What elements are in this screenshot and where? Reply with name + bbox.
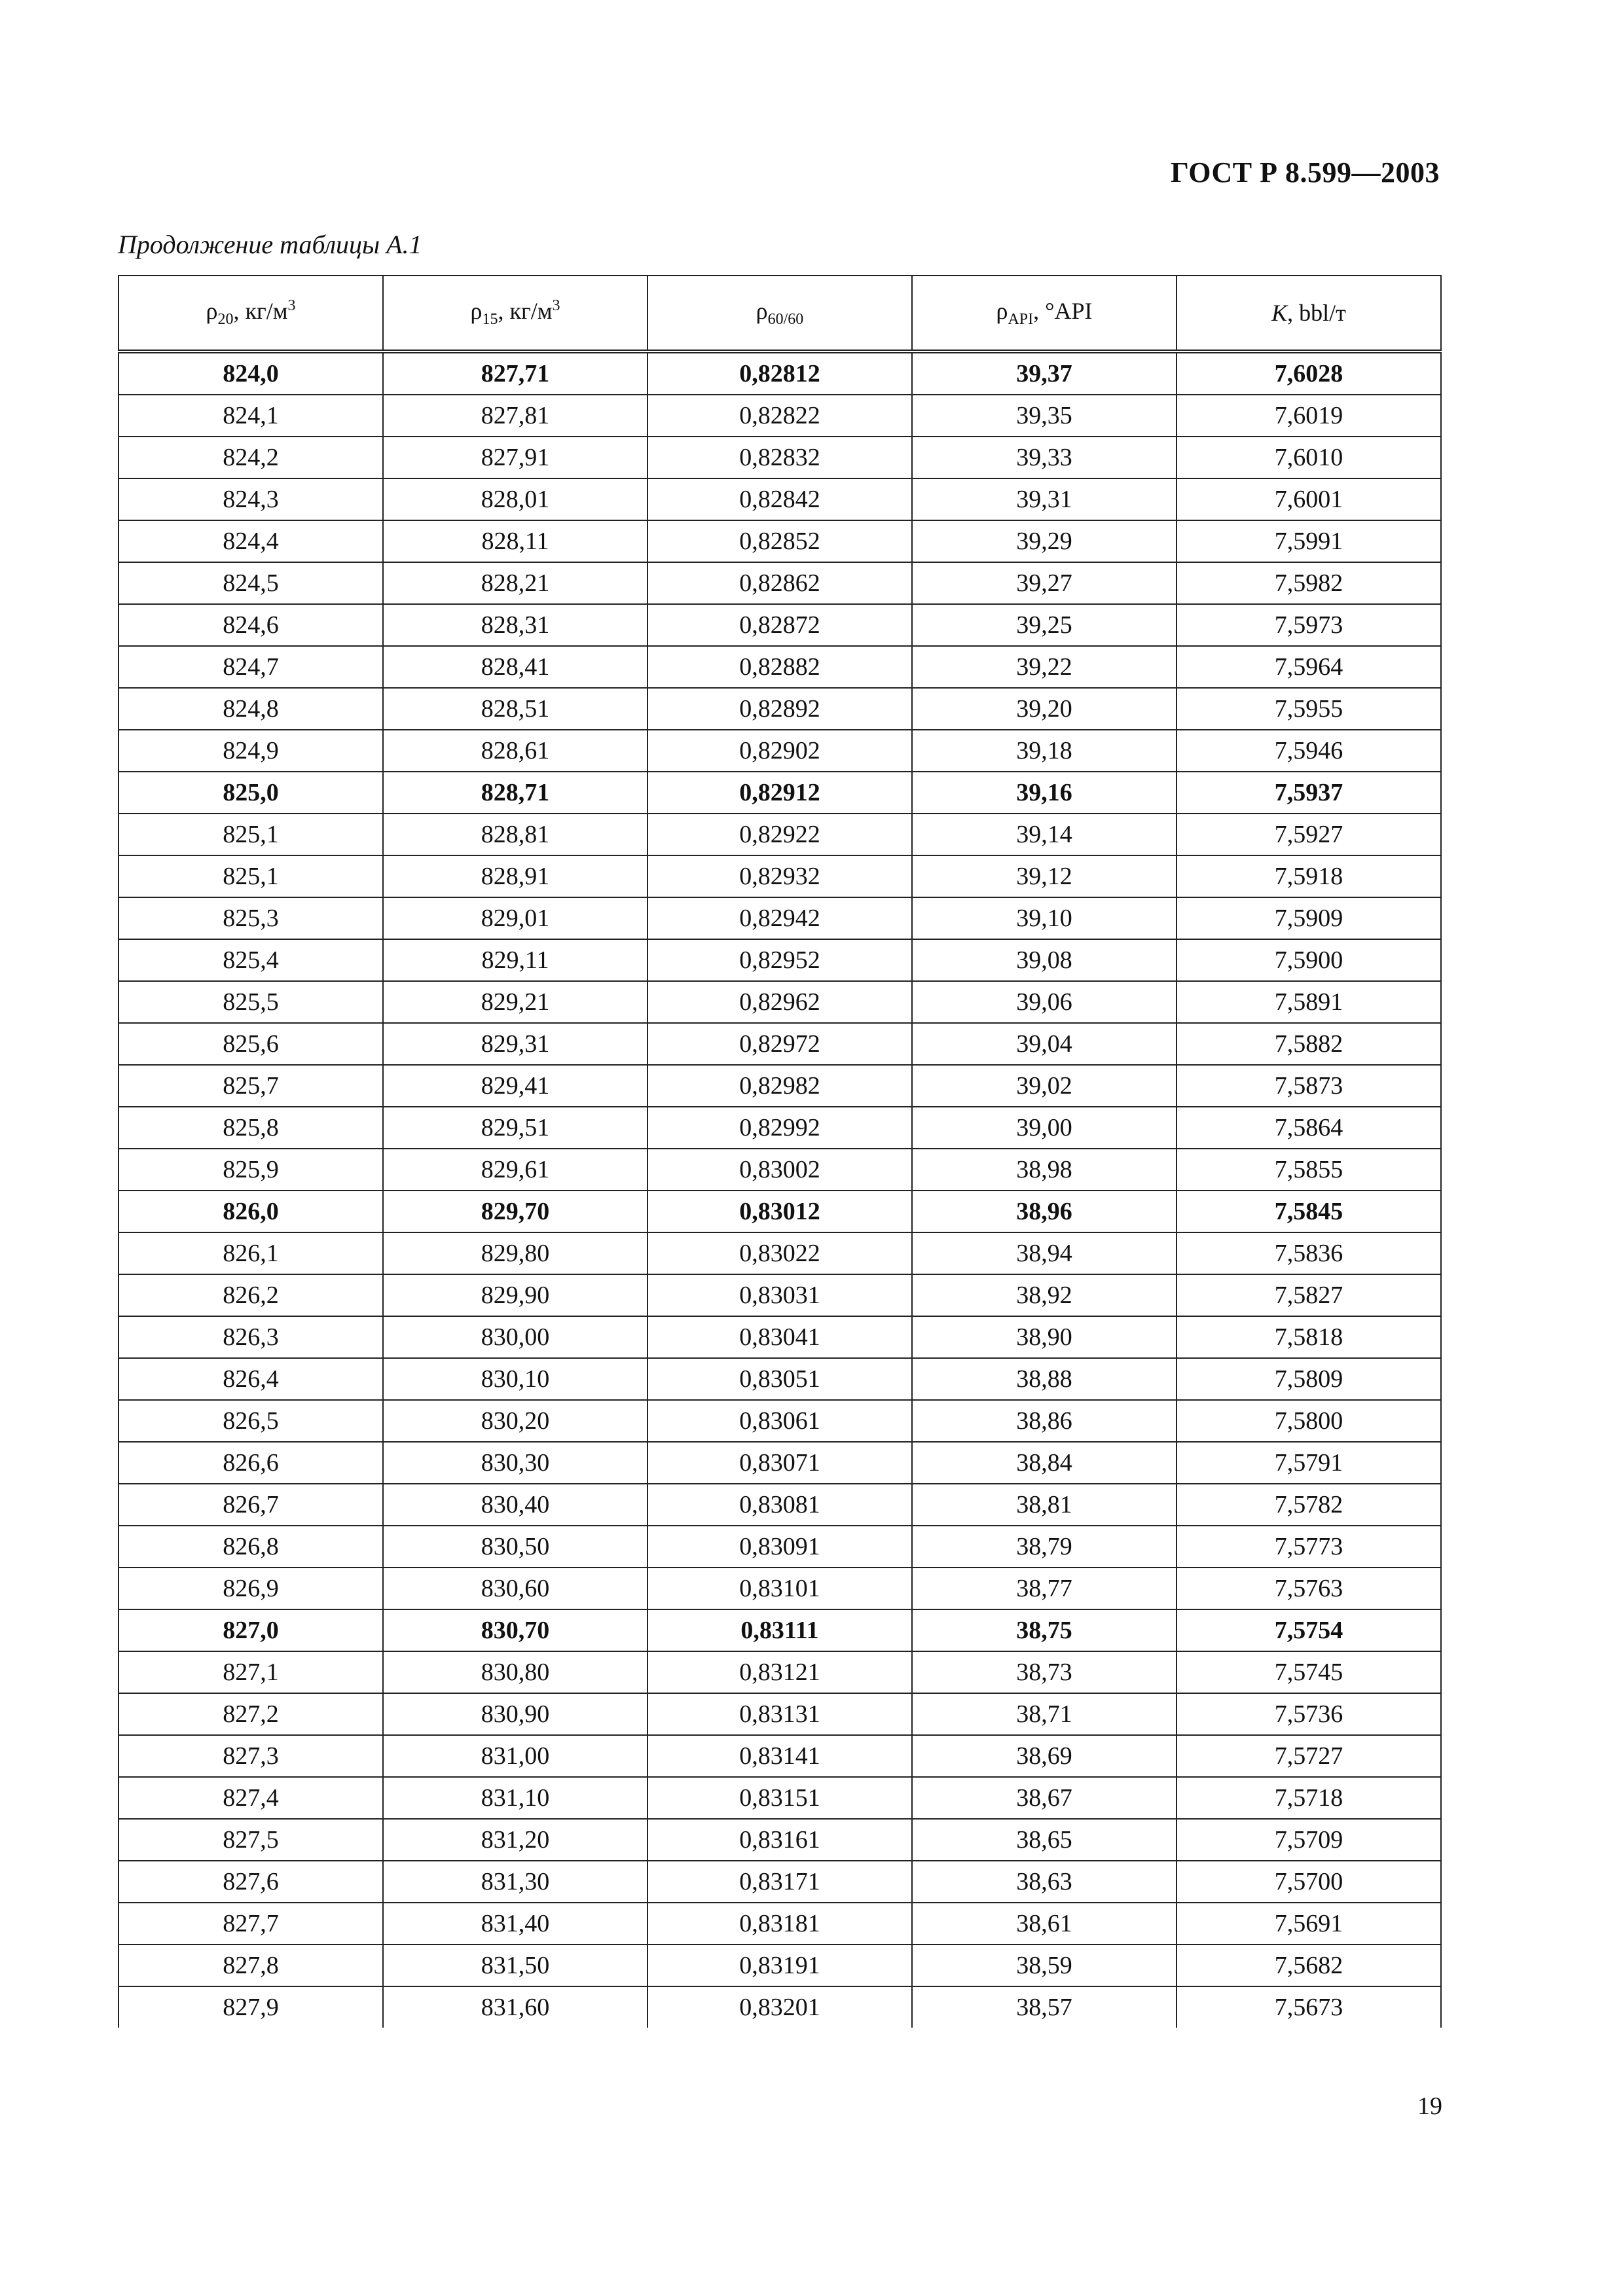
table-cell: 7,5845 xyxy=(1176,1191,1441,1232)
table-cell: 38,75 xyxy=(912,1609,1176,1651)
table-row xyxy=(119,772,1441,814)
table-caption: Продолжение таблицы А.1 xyxy=(118,230,422,259)
density-table-container xyxy=(118,275,1442,2028)
table-cell: 39,27 xyxy=(912,562,1176,604)
table-cell: 0,83091 xyxy=(647,1526,912,1568)
table-cell: 39,29 xyxy=(912,520,1176,562)
table-cell: 828,41 xyxy=(383,646,647,688)
table-cell: 827,81 xyxy=(383,395,647,437)
table-cell: 829,80 xyxy=(383,1232,647,1274)
table-cell: 827,5 xyxy=(119,1819,383,1861)
table-cell: 38,94 xyxy=(912,1232,1176,1274)
table-cell: 0,82892 xyxy=(647,688,912,730)
column-subscript: 15 xyxy=(482,311,498,329)
table-row xyxy=(119,646,1441,688)
table-cell: 825,3 xyxy=(119,897,383,939)
table-cell: 7,5745 xyxy=(1176,1651,1441,1693)
table-cell: 830,00 xyxy=(383,1316,647,1358)
table-cell: 0,83022 xyxy=(647,1232,912,1274)
table-cell: 0,83041 xyxy=(647,1316,912,1358)
table-cell: 0,82982 xyxy=(647,1065,912,1107)
table-cell: 0,83161 xyxy=(647,1819,912,1861)
document-code: ГОСТ Р 8.599—2003 xyxy=(1170,156,1440,188)
column-header-4 xyxy=(912,276,1176,351)
column-subscript: 60/60 xyxy=(767,311,804,329)
table-cell: 7,5818 xyxy=(1176,1316,1441,1358)
column-unit: , кг/м xyxy=(233,297,288,324)
table-cell: 39,02 xyxy=(912,1065,1176,1107)
table-row xyxy=(119,478,1441,520)
table-row xyxy=(119,1609,1441,1651)
table-cell: 825,4 xyxy=(119,939,383,981)
table-cell: 830,90 xyxy=(383,1693,647,1735)
column-superscript: 3 xyxy=(287,296,296,314)
table-cell: 0,82872 xyxy=(647,604,912,646)
density-table xyxy=(118,275,1442,2028)
table-cell: 828,01 xyxy=(383,478,647,520)
table-cell: 39,10 xyxy=(912,897,1176,939)
table-cell: 7,5918 xyxy=(1176,855,1441,897)
table-cell: 829,01 xyxy=(383,897,647,939)
table-cell: 7,5709 xyxy=(1176,1819,1441,1861)
table-row xyxy=(119,1191,1441,1232)
column-symbol: ρ xyxy=(996,297,1008,324)
table-cell: 0,82922 xyxy=(647,814,912,855)
table-cell: 828,91 xyxy=(383,855,647,897)
table-cell: 0,82962 xyxy=(647,981,912,1023)
table-cell: 0,82832 xyxy=(647,437,912,478)
table-cell: 828,81 xyxy=(383,814,647,855)
table-row xyxy=(119,1735,1441,1777)
table-cell: 828,51 xyxy=(383,688,647,730)
table-cell: 829,11 xyxy=(383,939,647,981)
table-cell: 827,3 xyxy=(119,1735,383,1777)
table-cell: 7,5891 xyxy=(1176,981,1441,1023)
table-cell: 0,83141 xyxy=(647,1735,912,1777)
table-cell: 38,88 xyxy=(912,1358,1176,1400)
table-cell: 826,5 xyxy=(119,1400,383,1442)
table-cell: 826,3 xyxy=(119,1316,383,1358)
table-cell: 38,92 xyxy=(912,1274,1176,1316)
table-cell: 7,5864 xyxy=(1176,1107,1441,1149)
table-cell: 830,80 xyxy=(383,1651,647,1693)
table-cell: 0,83201 xyxy=(647,1986,912,2028)
table-cell: 0,83002 xyxy=(647,1149,912,1191)
table-cell: 831,30 xyxy=(383,1861,647,1903)
column-header-5 xyxy=(1176,276,1441,351)
table-cell: 0,82842 xyxy=(647,478,912,520)
table-row xyxy=(119,1400,1441,1442)
table-cell: 829,31 xyxy=(383,1023,647,1065)
table-cell: 0,83111 xyxy=(647,1609,912,1651)
column-symbol: ρ xyxy=(206,297,218,324)
table-cell: 7,5700 xyxy=(1176,1861,1441,1903)
table-cell: 7,6019 xyxy=(1176,395,1441,437)
column-subscript: API xyxy=(1008,311,1034,329)
table-cell: 38,71 xyxy=(912,1693,1176,1735)
table-cell: 827,0 xyxy=(119,1609,383,1651)
table-cell: 0,82952 xyxy=(647,939,912,981)
table-cell: 0,83061 xyxy=(647,1400,912,1442)
table-cell: 38,59 xyxy=(912,1945,1176,1986)
table-cell: 7,5946 xyxy=(1176,730,1441,772)
table-cell: 38,61 xyxy=(912,1903,1176,1945)
table-cell: 7,6001 xyxy=(1176,478,1441,520)
column-subscript: 20 xyxy=(217,311,234,329)
table-cell: 829,61 xyxy=(383,1149,647,1191)
table-cell: 825,6 xyxy=(119,1023,383,1065)
table-cell: 7,5736 xyxy=(1176,1693,1441,1735)
column-symbol: K xyxy=(1271,300,1288,326)
table-cell: 38,84 xyxy=(912,1442,1176,1484)
table-cell: 827,1 xyxy=(119,1651,383,1693)
table-cell: 829,51 xyxy=(383,1107,647,1149)
table-cell: 38,65 xyxy=(912,1819,1176,1861)
table-cell: 38,79 xyxy=(912,1526,1176,1568)
table-cell: 39,08 xyxy=(912,939,1176,981)
table-cell: 831,10 xyxy=(383,1777,647,1819)
table-cell: 7,5754 xyxy=(1176,1609,1441,1651)
table-cell: 826,0 xyxy=(119,1191,383,1232)
table-row xyxy=(119,1819,1441,1861)
table-cell: 7,5973 xyxy=(1176,604,1441,646)
table-cell: 38,57 xyxy=(912,1986,1176,2028)
column-superscript: 3 xyxy=(552,296,560,314)
table-cell: 829,70 xyxy=(383,1191,647,1232)
table-row xyxy=(119,1316,1441,1358)
table-cell: 826,8 xyxy=(119,1526,383,1568)
table-cell: 827,6 xyxy=(119,1861,383,1903)
table-cell: 7,6010 xyxy=(1176,437,1441,478)
table-cell: 825,9 xyxy=(119,1149,383,1191)
table-row xyxy=(119,1107,1441,1149)
table-cell: 7,5827 xyxy=(1176,1274,1441,1316)
column-header-2 xyxy=(383,276,647,351)
table-cell: 7,5782 xyxy=(1176,1484,1441,1526)
table-row xyxy=(119,814,1441,855)
table-row xyxy=(119,1526,1441,1568)
table-cell: 38,98 xyxy=(912,1149,1176,1191)
table-cell: 39,06 xyxy=(912,981,1176,1023)
table-cell: 0,82812 xyxy=(647,351,912,395)
table-cell: 831,00 xyxy=(383,1735,647,1777)
table-cell: 0,82912 xyxy=(647,772,912,814)
table-cell: 829,90 xyxy=(383,1274,647,1316)
table-cell: 7,5909 xyxy=(1176,897,1441,939)
table-cell: 827,4 xyxy=(119,1777,383,1819)
table-cell: 827,7 xyxy=(119,1903,383,1945)
table-cell: 826,4 xyxy=(119,1358,383,1400)
table-row xyxy=(119,1149,1441,1191)
table-cell: 825,5 xyxy=(119,981,383,1023)
table-cell: 7,5900 xyxy=(1176,939,1441,981)
table-cell: 0,83191 xyxy=(647,1945,912,1986)
table-row xyxy=(119,1274,1441,1316)
table-cell: 824,0 xyxy=(119,351,383,395)
table-cell: 7,5991 xyxy=(1176,520,1441,562)
table-cell: 38,77 xyxy=(912,1568,1176,1609)
table-cell: 0,82882 xyxy=(647,646,912,688)
table-cell: 828,21 xyxy=(383,562,647,604)
table-row xyxy=(119,981,1441,1023)
table-row xyxy=(119,395,1441,437)
table-cell: 0,82902 xyxy=(647,730,912,772)
table-cell: 39,16 xyxy=(912,772,1176,814)
table-cell: 7,5836 xyxy=(1176,1232,1441,1274)
table-cell: 39,33 xyxy=(912,437,1176,478)
table-cell: 824,8 xyxy=(119,688,383,730)
table-cell: 7,5682 xyxy=(1176,1945,1441,1986)
table-cell: 39,22 xyxy=(912,646,1176,688)
table-cell: 7,5982 xyxy=(1176,562,1441,604)
page-number: 19 xyxy=(1417,2092,1442,2120)
table-cell: 828,71 xyxy=(383,772,647,814)
table-cell: 39,00 xyxy=(912,1107,1176,1149)
table-cell: 38,67 xyxy=(912,1777,1176,1819)
table-row xyxy=(119,939,1441,981)
table-cell: 830,60 xyxy=(383,1568,647,1609)
column-symbol: ρ xyxy=(756,297,768,324)
column-unit: , кг/м xyxy=(498,297,553,324)
table-cell: 0,82972 xyxy=(647,1023,912,1065)
table-row xyxy=(119,897,1441,939)
table-cell: 824,6 xyxy=(119,604,383,646)
table-cell: 829,21 xyxy=(383,981,647,1023)
table-cell: 830,20 xyxy=(383,1400,647,1442)
table-row xyxy=(119,1484,1441,1526)
table-cell: 830,50 xyxy=(383,1526,647,1568)
table-row xyxy=(119,1065,1441,1107)
table-cell: 824,7 xyxy=(119,646,383,688)
column-unit: , °API xyxy=(1033,297,1093,324)
table-cell: 827,91 xyxy=(383,437,647,478)
table-cell: 830,30 xyxy=(383,1442,647,1484)
table-row xyxy=(119,604,1441,646)
table-cell: 824,4 xyxy=(119,520,383,562)
table-cell: 0,83121 xyxy=(647,1651,912,1693)
table-cell: 829,41 xyxy=(383,1065,647,1107)
table-cell: 7,5873 xyxy=(1176,1065,1441,1107)
table-row xyxy=(119,437,1441,478)
table-cell: 828,31 xyxy=(383,604,647,646)
table-cell: 828,61 xyxy=(383,730,647,772)
table-row xyxy=(119,1777,1441,1819)
table-cell: 827,9 xyxy=(119,1986,383,2028)
table-cell: 0,83031 xyxy=(647,1274,912,1316)
table-row xyxy=(119,351,1441,395)
table-cell: 0,82942 xyxy=(647,897,912,939)
table-row xyxy=(119,1651,1441,1693)
table-cell: 7,5800 xyxy=(1176,1400,1441,1442)
table-cell: 39,12 xyxy=(912,855,1176,897)
table-cell: 830,10 xyxy=(383,1358,647,1400)
table-row xyxy=(119,1442,1441,1484)
header-row xyxy=(119,276,1441,351)
table-cell: 7,5937 xyxy=(1176,772,1441,814)
table-cell: 7,5673 xyxy=(1176,1986,1441,2028)
table-row xyxy=(119,1023,1441,1065)
table-cell: 0,83071 xyxy=(647,1442,912,1484)
table-cell: 825,1 xyxy=(119,855,383,897)
table-cell: 827,8 xyxy=(119,1945,383,1986)
table-cell: 825,1 xyxy=(119,814,383,855)
table-cell: 0,83012 xyxy=(647,1191,912,1232)
table-row xyxy=(119,1986,1441,2028)
table-cell: 826,7 xyxy=(119,1484,383,1526)
table-row xyxy=(119,1232,1441,1274)
table-cell: 0,82852 xyxy=(647,520,912,562)
table-cell: 0,83181 xyxy=(647,1903,912,1945)
table-cell: 7,6028 xyxy=(1176,351,1441,395)
table-cell: 7,5927 xyxy=(1176,814,1441,855)
table-cell: 0,82992 xyxy=(647,1107,912,1149)
table-cell: 7,5955 xyxy=(1176,688,1441,730)
table-cell: 824,3 xyxy=(119,478,383,520)
table-cell: 0,83151 xyxy=(647,1777,912,1819)
table-cell: 824,2 xyxy=(119,437,383,478)
table-cell: 827,2 xyxy=(119,1693,383,1735)
column-symbol: ρ xyxy=(470,297,483,324)
table-row xyxy=(119,1945,1441,1986)
table-cell: 0,82862 xyxy=(647,562,912,604)
table-cell: 7,5691 xyxy=(1176,1903,1441,1945)
table-row xyxy=(119,1903,1441,1945)
table-cell: 38,86 xyxy=(912,1400,1176,1442)
table-cell: 7,5964 xyxy=(1176,646,1441,688)
table-row xyxy=(119,855,1441,897)
table-cell: 7,5773 xyxy=(1176,1526,1441,1568)
table-cell: 827,71 xyxy=(383,351,647,395)
table-cell: 0,83101 xyxy=(647,1568,912,1609)
table-cell: 7,5718 xyxy=(1176,1777,1441,1819)
table-cell: 828,11 xyxy=(383,520,647,562)
table-cell: 7,5809 xyxy=(1176,1358,1441,1400)
table-header xyxy=(119,276,1441,351)
table-cell: 826,6 xyxy=(119,1442,383,1484)
table-cell: 39,14 xyxy=(912,814,1176,855)
table-cell: 825,8 xyxy=(119,1107,383,1149)
table-cell: 38,73 xyxy=(912,1651,1176,1693)
table-cell: 7,5791 xyxy=(1176,1442,1441,1484)
column-header-1 xyxy=(119,276,383,351)
table-cell: 38,69 xyxy=(912,1735,1176,1777)
table-cell: 830,40 xyxy=(383,1484,647,1526)
table-cell: 830,70 xyxy=(383,1609,647,1651)
table-body xyxy=(119,351,1441,2028)
table-cell: 38,96 xyxy=(912,1191,1176,1232)
table-cell: 38,90 xyxy=(912,1316,1176,1358)
table-cell: 7,5727 xyxy=(1176,1735,1441,1777)
table-row xyxy=(119,520,1441,562)
table-cell: 0,82822 xyxy=(647,395,912,437)
column-header-3 xyxy=(647,276,912,351)
table-cell: 39,04 xyxy=(912,1023,1176,1065)
table-cell: 825,7 xyxy=(119,1065,383,1107)
table-cell: 826,2 xyxy=(119,1274,383,1316)
table-cell: 831,20 xyxy=(383,1819,647,1861)
table-cell: 39,35 xyxy=(912,395,1176,437)
table-cell: 0,83131 xyxy=(647,1693,912,1735)
table-row xyxy=(119,1693,1441,1735)
column-unit: , bbl/т xyxy=(1287,300,1346,326)
table-row xyxy=(119,1358,1441,1400)
table-row xyxy=(119,688,1441,730)
table-cell: 7,5763 xyxy=(1176,1568,1441,1609)
table-cell: 39,31 xyxy=(912,478,1176,520)
table-cell: 826,1 xyxy=(119,1232,383,1274)
table-row xyxy=(119,1861,1441,1903)
table-cell: 39,18 xyxy=(912,730,1176,772)
table-cell: 825,0 xyxy=(119,772,383,814)
table-cell: 38,81 xyxy=(912,1484,1176,1526)
table-cell: 831,40 xyxy=(383,1903,647,1945)
table-cell: 7,5855 xyxy=(1176,1149,1441,1191)
table-cell: 831,50 xyxy=(383,1945,647,1986)
table-cell: 824,5 xyxy=(119,562,383,604)
table-cell: 39,25 xyxy=(912,604,1176,646)
table-cell: 39,37 xyxy=(912,351,1176,395)
table-cell: 0,83171 xyxy=(647,1861,912,1903)
table-cell: 824,1 xyxy=(119,395,383,437)
table-cell: 7,5882 xyxy=(1176,1023,1441,1065)
table-row xyxy=(119,730,1441,772)
table-cell: 824,9 xyxy=(119,730,383,772)
table-cell: 0,83081 xyxy=(647,1484,912,1526)
table-cell: 38,63 xyxy=(912,1861,1176,1903)
table-cell: 831,60 xyxy=(383,1986,647,2028)
table-cell: 39,20 xyxy=(912,688,1176,730)
table-cell: 826,9 xyxy=(119,1568,383,1609)
table-cell: 0,82932 xyxy=(647,855,912,897)
table-cell: 0,83051 xyxy=(647,1358,912,1400)
table-row xyxy=(119,562,1441,604)
table-row xyxy=(119,1568,1441,1609)
